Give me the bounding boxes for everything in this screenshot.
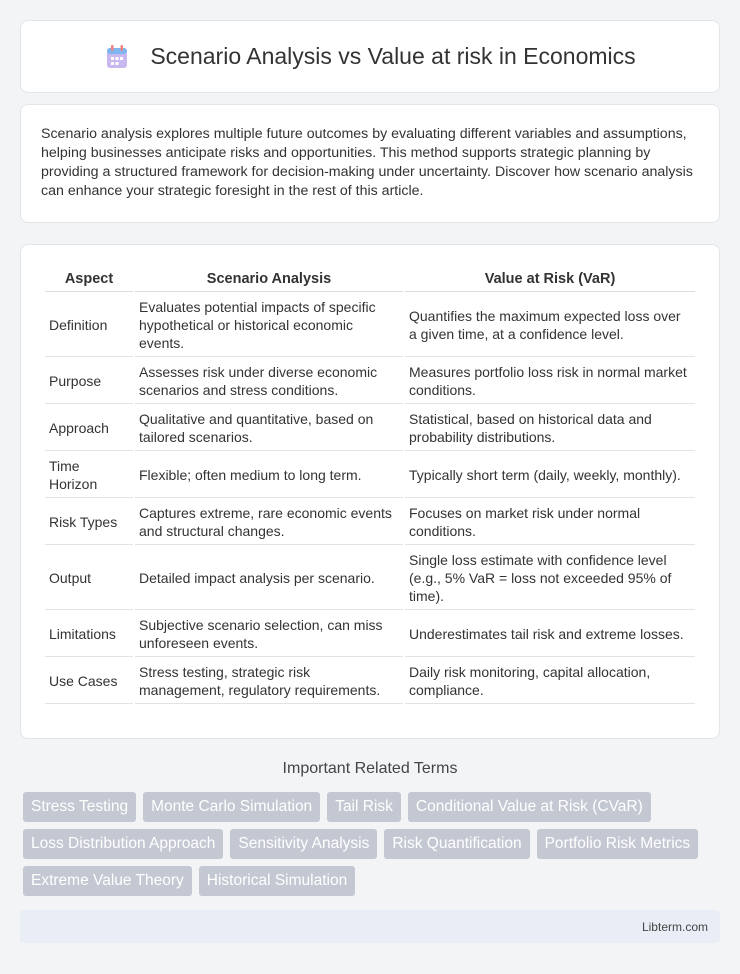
- related-term-tag[interactable]: Stress Testing: [23, 792, 136, 822]
- cell-scenario: Evaluates potential impacts of specific hypothetical or historical economic events.: [135, 294, 403, 357]
- related-terms-title: Important Related Terms: [282, 760, 458, 777]
- table-row: [45, 406, 695, 451]
- table-row: [45, 547, 695, 610]
- related-term-tag[interactable]: Risk Quantification: [384, 829, 529, 859]
- cell-aspect: Definition: [45, 294, 133, 357]
- cell-var: Quantifies the maximum expected loss over a given time, at a confidence level.: [405, 294, 695, 357]
- cell-aspect: Purpose: [45, 359, 133, 404]
- cell-aspect: Use Cases: [45, 659, 133, 704]
- header-aspect: Aspect: [45, 267, 133, 292]
- footer: [20, 910, 720, 943]
- intro-card: [20, 104, 720, 223]
- related-term-tag[interactable]: Conditional Value at Risk (CVaR): [408, 792, 651, 822]
- table-row: [45, 612, 695, 657]
- cell-var: Measures portfolio loss risk in normal market conditions.: [405, 359, 695, 404]
- footer-site-link[interactable]: Libterm.com: [641, 919, 708, 934]
- related-term-tag[interactable]: Historical Simulation: [199, 866, 355, 896]
- header-value-at-risk: Value at Risk (VaR): [405, 267, 695, 292]
- related-term-tag[interactable]: Loss Distribution Approach: [23, 829, 223, 859]
- table-row: [45, 659, 695, 704]
- cell-scenario: Qualitative and quantitative, based on tailored scenarios.: [135, 406, 403, 451]
- related-term-tag[interactable]: Portfolio Risk Metrics: [537, 829, 699, 859]
- cell-aspect: Output: [45, 547, 133, 610]
- cell-scenario: Stress testing, strategic risk management, regulatory requirements.: [135, 659, 403, 704]
- table-row: [45, 294, 695, 357]
- related-term-tag[interactable]: Tail Risk: [327, 792, 401, 822]
- table-row: [45, 453, 695, 498]
- table-row: [45, 500, 695, 545]
- cell-aspect: Time Horizon: [45, 453, 133, 498]
- cell-aspect: Limitations: [45, 612, 133, 657]
- cell-var: Daily risk monitoring, capital allocation, compliance.: [405, 659, 695, 704]
- related-term-tag[interactable]: Extreme Value Theory: [23, 866, 192, 896]
- cell-var: Underestimates tail risk and extreme losses.: [405, 612, 695, 657]
- cell-var: Single loss estimate with confidence level (e.g., 5% VaR = loss not exceeded 95% of time).: [405, 547, 695, 610]
- header-scenario-analysis: Scenario Analysis: [135, 267, 403, 292]
- comparison-table: [43, 265, 697, 706]
- title-card: [20, 20, 720, 93]
- cell-scenario: Assesses risk under diverse economic scenarios and stress conditions.: [135, 359, 403, 404]
- cell-scenario: Subjective scenario selection, can miss unforeseen events.: [135, 612, 403, 657]
- cell-scenario: Captures extreme, rare economic events and structural changes.: [135, 500, 403, 545]
- cell-var: Statistical, based on historical data and probability distributions.: [405, 406, 695, 451]
- cell-scenario: Flexible; often medium to long term.: [135, 453, 403, 498]
- table-row: [45, 359, 695, 404]
- cell-aspect: Risk Types: [45, 500, 133, 545]
- intro-text: Scenario analysis explores multiple future outcomes by evaluating different variables and assumptions, helping businesses anticipate risks and opportunities. This method supports strategic planning by providing a structured framework for decision-making under uncertainty. Discover how scenario analysis can enhance your strategic foresight in the rest of this article.: [41, 126, 693, 199]
- related-term-tag[interactable]: Sensitivity Analysis: [230, 829, 377, 859]
- table-header-row: [45, 267, 695, 292]
- related-terms-list: [23, 792, 723, 903]
- cell-var: Focuses on market risk under normal conditions.: [405, 500, 695, 545]
- comparison-table-card: [20, 244, 720, 739]
- related-term-tag[interactable]: Monte Carlo Simulation: [143, 792, 320, 822]
- cell-scenario: Detailed impact analysis per scenario.: [135, 547, 403, 610]
- page-title: Scenario Analysis vs Value at risk in Economics: [150, 43, 636, 69]
- cell-aspect: Approach: [45, 406, 133, 451]
- document-icon: [104, 44, 130, 70]
- cell-var: Typically short term (daily, weekly, monthly).: [405, 453, 695, 498]
